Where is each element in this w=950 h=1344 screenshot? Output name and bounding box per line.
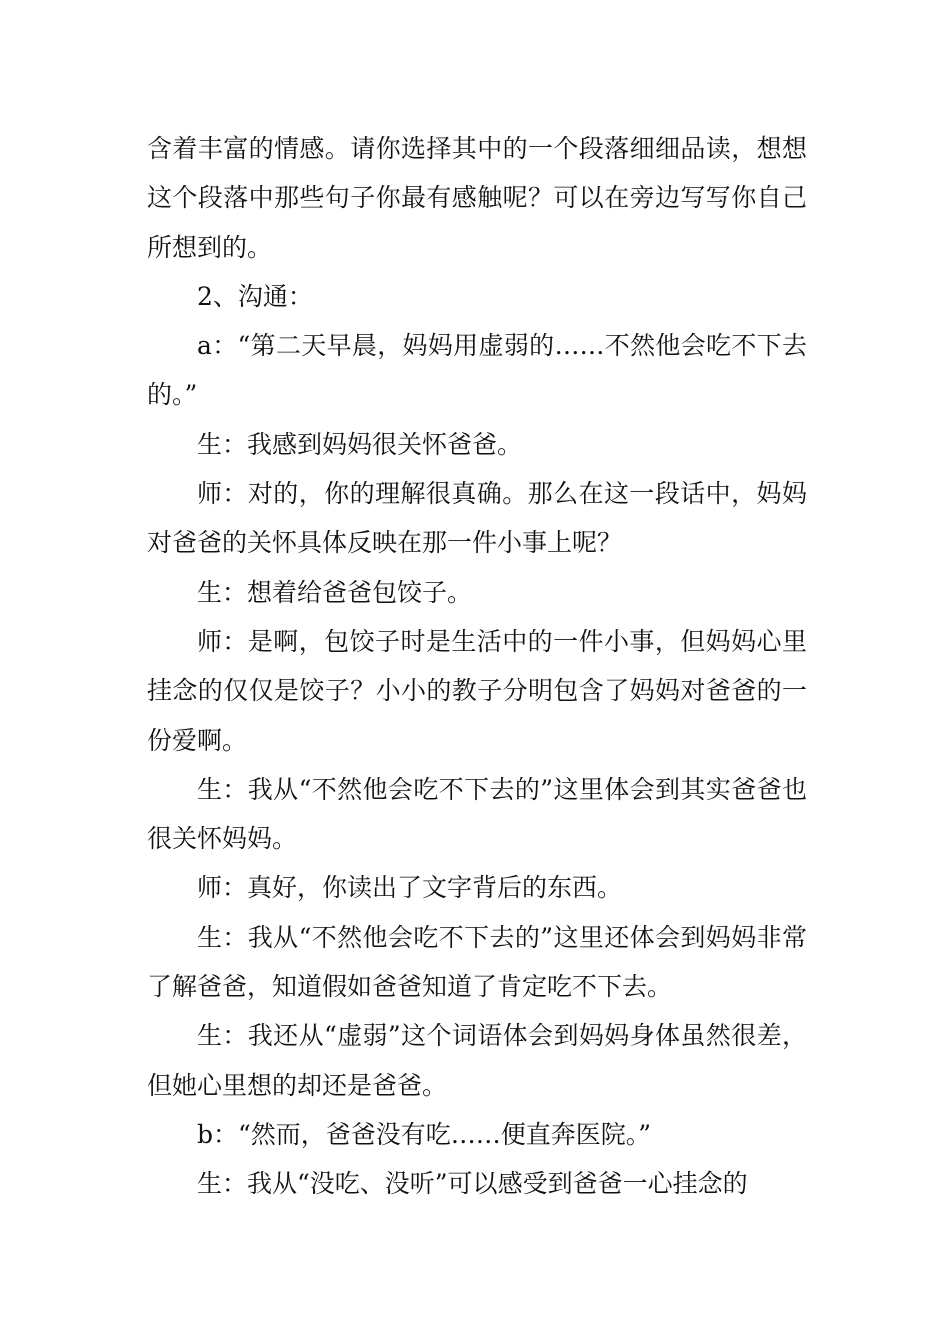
paragraph-continuation: 含着丰富的情感。请你选择其中的一个段落细细品读，想想这个段落中那些句子你最有感触呢？可以在旁边写写你自己所想到的。 bbox=[147, 134, 807, 262]
paragraph-quote-a: a：“第二天早晨，妈妈用虚弱的……不然他会吃不下去的。” bbox=[147, 331, 807, 410]
paragraph-student-4: 生：我从“不然他会吃不下去的”这里还体会到妈妈非常了解爸爸，知道假如爸爸知道了肯定吃不下去。 bbox=[147, 922, 807, 1002]
paragraph-teacher-1: 师：对的，你的理解很真确。那么在这一段话中，妈妈对爸爸的关怀具体反映在那一件小事上呢？ bbox=[147, 479, 807, 558]
body-text bbox=[147, 124, 807, 1209]
paragraph-section-heading: 2、沟通： bbox=[197, 281, 313, 311]
paragraph-student-6: 生：我从“没吃、没听”可以感受到爸爸一心挂念的 bbox=[197, 1169, 748, 1199]
paragraph-teacher-3: 师：真好，你读出了文字背后的东西。 bbox=[197, 873, 623, 903]
paragraph-student-3: 生：我从“不然他会吃不下去的”这里体会到其实爸爸也很关怀妈妈。 bbox=[147, 774, 807, 854]
paragraph-quote-b: b：“然而，爸爸没有吃……便直奔医院。” bbox=[197, 1119, 652, 1149]
paragraph-student-1: 生：我感到妈妈很关怀爸爸。 bbox=[197, 429, 523, 459]
paragraph-student-2: 生：想着给爸爸包饺子。 bbox=[197, 577, 473, 607]
paragraph-student-5: 生：我还从“虚弱”这个词语体会到妈妈身体虽然很差，但她心里想的却还是爸爸。 bbox=[147, 1021, 807, 1100]
paragraph-teacher-2: 师：是啊，包饺子时是生活中的一件小事，但妈妈心里挂念的仅仅是饺子？小小的教子分明包含了妈妈对爸爸的一份爱啊。 bbox=[147, 626, 807, 755]
